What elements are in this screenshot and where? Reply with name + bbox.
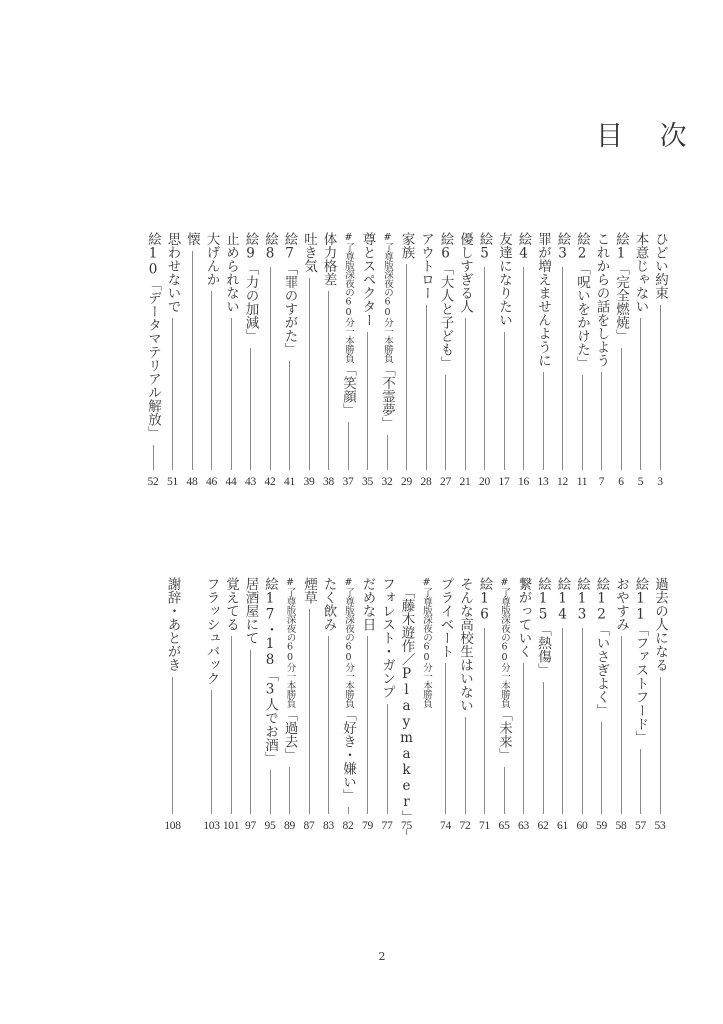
toc-entry-page: 11 xyxy=(576,476,588,488)
toc-entry[interactable] xyxy=(455,577,475,814)
toc-entry-page: 108 xyxy=(164,820,181,832)
leader-line xyxy=(270,770,271,814)
toc-entry-page: 6 xyxy=(618,476,624,488)
toc-entry[interactable] xyxy=(260,577,280,814)
leader-line xyxy=(640,749,641,814)
toc-entry-title xyxy=(611,232,631,343)
toc-entry-label: たく飲み xyxy=(320,577,337,631)
toc-entry-page: 87 xyxy=(303,820,315,832)
toc-entry-label: 「藤木遊作／Playmaker」 xyxy=(398,585,415,824)
toc-entry[interactable] xyxy=(202,232,222,470)
toc-entry-page: 3 xyxy=(657,476,663,488)
toc-entry-title xyxy=(358,577,378,631)
toc-entry-title xyxy=(163,232,183,313)
toc-entry-page: 59 xyxy=(596,820,607,832)
toc-entry-label: そんな高校生はいない xyxy=(457,577,473,712)
toc-entry-title xyxy=(553,577,573,623)
toc-entry-title xyxy=(455,577,475,712)
leader-line xyxy=(621,636,622,814)
toc-entry-title xyxy=(202,577,222,685)
toc-entry[interactable] xyxy=(631,577,651,814)
toc-entry-prefix: #了尊版深夜の60分一本勝負 xyxy=(382,232,393,363)
toc-entry-label: 覚えてる xyxy=(223,577,239,631)
toc-entry-label: アウトロー xyxy=(418,232,434,300)
toc-entry-label: 絵3 xyxy=(554,232,571,262)
toc-entry-page: 37 xyxy=(342,476,354,488)
toc-entry-label: 優しすぎる人 xyxy=(457,232,473,313)
toc-entry-page: 72 xyxy=(459,820,471,832)
toc-entry[interactable] xyxy=(280,577,300,814)
toc-entry[interactable] xyxy=(592,577,612,814)
toc-entry-label: フラッシュバック xyxy=(203,577,220,685)
leader-line xyxy=(387,704,388,815)
leader-line xyxy=(289,361,290,470)
toc-entry-title xyxy=(280,232,300,356)
leader-line xyxy=(543,372,544,470)
toc-entry[interactable] xyxy=(241,577,261,814)
leader-line xyxy=(309,278,310,471)
toc-entry-title xyxy=(533,232,553,367)
toc-entry-title xyxy=(455,232,475,313)
toc-entry-page: 57 xyxy=(635,820,646,832)
toc-entry-page: 29 xyxy=(401,476,412,488)
toc-entry-title xyxy=(494,577,514,762)
toc-entry-page: 42 xyxy=(264,476,276,488)
toc-entry-page: 27 xyxy=(440,476,451,488)
toc-entry-title xyxy=(475,577,495,623)
toc-entry-page: 41 xyxy=(284,476,295,488)
toc-entry-label: フォレスト・ガンプ xyxy=(379,577,395,699)
leader-line xyxy=(348,807,349,814)
toc-entry-title xyxy=(163,577,183,672)
toc-entry[interactable] xyxy=(455,232,475,470)
toc-entry-label: 謝辞・あとがき xyxy=(164,577,181,672)
toc-entry-label: 尊とスペクター xyxy=(359,232,376,327)
toc-entry-label: 絵5 xyxy=(476,232,493,262)
leader-line xyxy=(153,445,154,471)
toc-entry-label: 絵11「ファストフード」 xyxy=(632,577,649,744)
leader-line xyxy=(211,690,212,814)
leader-line xyxy=(289,767,290,815)
toc-entry-page: 71 xyxy=(479,820,490,832)
leader-line xyxy=(250,348,251,471)
leader-line xyxy=(328,636,329,814)
toc-entry[interactable] xyxy=(397,232,417,470)
toc-entry-label: 思わせないで xyxy=(164,232,181,313)
toc-entry-label: 「不霊夢」 xyxy=(379,362,395,430)
toc-entry-page: 77 xyxy=(381,820,393,832)
toc-entry-page: 103 xyxy=(203,820,220,832)
toc-entry[interactable] xyxy=(416,577,436,814)
toc-entry-label: 絵4 xyxy=(515,232,532,262)
toc-entry-label: 絵2「呪いをかけた」 xyxy=(574,232,590,370)
toc-entry[interactable] xyxy=(494,577,514,814)
toc-entry-page: 89 xyxy=(284,820,295,832)
toc-entry-page: 39 xyxy=(303,476,315,488)
leader-line xyxy=(406,829,407,835)
leader-line xyxy=(601,372,602,470)
page-number: 2 xyxy=(378,950,386,963)
toc-entry[interactable] xyxy=(553,577,573,814)
toc-entry-page: 82 xyxy=(342,820,354,832)
toc-entry[interactable] xyxy=(338,232,358,470)
toc-entry-title xyxy=(553,232,573,262)
toc-entry-prefix: #了尊版深夜の60分一本勝負 xyxy=(343,577,354,708)
toc-entry-page: 16 xyxy=(518,476,529,488)
toc-entry[interactable] xyxy=(553,232,573,470)
toc-entry[interactable] xyxy=(221,577,241,814)
toc-entry-page: 79 xyxy=(362,820,373,832)
toc-entry-page: 61 xyxy=(557,820,568,832)
toc-entry-title xyxy=(572,232,592,370)
toc-entry-page: 95 xyxy=(264,820,276,832)
toc-entry[interactable] xyxy=(572,232,592,470)
toc-entry-label: 絵6「大人と子ども」 xyxy=(437,232,454,370)
toc-entry[interactable] xyxy=(319,232,339,470)
toc-entry-page: 46 xyxy=(206,476,217,488)
toc-entry-page: 51 xyxy=(167,476,178,488)
toc-entry[interactable] xyxy=(436,232,456,470)
toc-entry-title xyxy=(475,232,495,262)
toc-entry-label: 「未来」 xyxy=(496,707,512,762)
leader-line xyxy=(211,291,212,470)
toc-entry-title xyxy=(397,232,417,259)
toc-entry-title xyxy=(631,232,651,313)
toc-entry-page: 52 xyxy=(147,476,159,488)
leader-line xyxy=(309,609,310,814)
leader-line xyxy=(231,636,232,814)
leader-line xyxy=(504,767,505,815)
toc-entry[interactable] xyxy=(572,577,592,814)
toc-entry[interactable] xyxy=(416,232,436,470)
leader-line xyxy=(250,650,251,815)
toc-entry-prefix: #了尊版深夜の60分一本勝負 xyxy=(421,577,432,708)
toc-entry-label: 絵7「罪のすがた」 xyxy=(281,232,298,356)
toc-entry-page: 83 xyxy=(323,820,334,832)
toc-entry-page: 74 xyxy=(440,820,451,832)
toc-entry-label: 「笑顔」 xyxy=(340,362,356,417)
toc-entry[interactable] xyxy=(533,232,553,470)
toc-entry[interactable] xyxy=(241,232,261,470)
toc-entry[interactable] xyxy=(338,577,358,814)
leader-line xyxy=(660,677,661,815)
toc-entry-page: 32 xyxy=(381,476,393,488)
toc-entry-label: 繋がっていく xyxy=(515,577,532,658)
toc-entry-title xyxy=(260,577,280,765)
toc-entry-page: 12 xyxy=(557,476,568,488)
toc-entry-label: 絵10「データマテリアル解放」 xyxy=(145,232,161,440)
toc-entry-title xyxy=(260,232,280,262)
toc-entry[interactable] xyxy=(377,232,397,470)
toc-entry[interactable] xyxy=(299,232,319,470)
leader-line xyxy=(523,267,524,471)
toc-entry-label: 「好き・嫌い」 xyxy=(340,707,356,802)
toc-entry-page: 60 xyxy=(576,820,588,832)
toc-entry[interactable] xyxy=(631,232,651,470)
toc-entry-label: 絵16 xyxy=(476,577,493,623)
toc-entry-label: 家族 xyxy=(398,232,415,259)
toc-entry-title xyxy=(299,577,319,604)
toc-entry-title xyxy=(436,577,456,658)
toc-entry-label: 絵12「いさぎよく」 xyxy=(593,577,610,717)
toc-entry-title xyxy=(299,232,319,273)
leader-line xyxy=(270,267,271,471)
toc-entry-label: 絵1「完全燃焼」 xyxy=(613,232,629,343)
toc-entry-page: 53 xyxy=(654,820,666,832)
leader-line xyxy=(192,251,193,471)
toc-entry-title xyxy=(533,577,553,677)
leader-line xyxy=(367,332,368,471)
toc-entry-label: 絵17・18「3人でお酒」 xyxy=(262,577,278,765)
leader-line xyxy=(426,305,427,471)
toc-entry-label: 過去の人になる xyxy=(652,577,668,672)
toc-entry-label: 友達になりたい xyxy=(496,232,512,327)
toc-entry-title xyxy=(650,232,670,300)
leader-line xyxy=(582,375,583,471)
toc-entry[interactable] xyxy=(650,577,670,814)
toc-entry-label: 吐き気 xyxy=(301,232,317,273)
toc-entry-title xyxy=(202,232,222,286)
toc-entry[interactable] xyxy=(202,577,222,814)
toc-entry-title xyxy=(319,232,339,286)
toc-entry[interactable] xyxy=(475,232,495,470)
toc-entry-page: 17 xyxy=(498,476,510,488)
leader-line xyxy=(523,663,524,814)
toc-entry-label: 煙草 xyxy=(301,577,317,604)
toc-entry[interactable] xyxy=(533,577,553,814)
toc-entry-page: 62 xyxy=(537,820,549,832)
leader-line xyxy=(601,722,602,814)
toc-entry-page: 48 xyxy=(186,476,198,488)
toc-entry-label: 絵13 xyxy=(574,577,590,623)
leader-line xyxy=(445,375,446,471)
toc-entry-title xyxy=(514,232,534,262)
toc-entry[interactable] xyxy=(358,577,378,814)
toc-entry-label: これからの話をしよう xyxy=(593,232,610,367)
toc-entry-page: 75 xyxy=(401,820,412,832)
toc-entry-label: 絵8 xyxy=(262,232,278,262)
leader-line xyxy=(484,267,485,471)
leader-line xyxy=(172,677,173,815)
toc-entry-title xyxy=(592,577,612,717)
leader-line xyxy=(231,318,232,470)
toc-entry-page: 43 xyxy=(245,476,256,488)
toc-entry-page: 13 xyxy=(537,476,549,488)
toc-entry-title xyxy=(221,577,241,631)
toc-entry-label: おやすみ xyxy=(613,577,629,631)
toc-entry-title xyxy=(221,232,241,313)
toc-entry-title xyxy=(436,232,456,370)
toc-entry-page: 63 xyxy=(518,820,529,832)
page-title: 目 次 xyxy=(596,121,701,152)
toc-entry[interactable] xyxy=(650,232,670,470)
toc-entry-label: 罪が増えませんように xyxy=(535,232,551,367)
toc-entry-title xyxy=(494,232,514,327)
leader-line xyxy=(504,332,505,471)
toc-entry-label: 絵9「力の加減」 xyxy=(242,232,259,343)
toc-entry-page: 21 xyxy=(459,476,471,488)
toc-entry-title xyxy=(143,232,163,440)
leader-line xyxy=(348,422,349,471)
toc-entry-title xyxy=(241,232,261,343)
toc-entry[interactable] xyxy=(319,577,339,814)
toc-entry-label: 体力格差 xyxy=(320,232,337,286)
toc-entry-label: 絵14 xyxy=(554,577,571,623)
toc-entry[interactable] xyxy=(358,232,378,470)
toc-entry-title xyxy=(358,232,378,327)
leader-line xyxy=(465,318,466,470)
leader-line xyxy=(640,318,641,470)
toc-entry-page: 7 xyxy=(598,476,605,488)
toc-entry-label: 「過去」 xyxy=(281,707,298,762)
toc-entry[interactable] xyxy=(143,232,163,470)
toc-entry[interactable] xyxy=(514,577,534,814)
toc-entry-label: 大げんか xyxy=(203,232,220,286)
toc-entry-title xyxy=(650,577,670,672)
toc-entry[interactable] xyxy=(514,232,534,470)
toc-entry[interactable] xyxy=(299,577,319,814)
toc-entry-title xyxy=(338,577,358,802)
toc-entry-label: 絵15「熱傷」 xyxy=(535,577,551,677)
toc-entry-page: 28 xyxy=(420,476,432,488)
leader-line xyxy=(660,305,661,471)
toc-entry-page: 20 xyxy=(479,476,490,488)
toc-entry-title xyxy=(280,577,300,762)
toc-entry-label: 本意じゃない xyxy=(632,232,649,313)
toc-entry-page: 38 xyxy=(323,476,334,488)
toc-entry-title xyxy=(377,232,397,430)
toc-entry-prefix: #了尊版深夜の60分一本勝負 xyxy=(284,577,296,708)
toc-entry-page: 5 xyxy=(637,476,644,488)
toc-entry[interactable] xyxy=(182,232,202,470)
toc-entry-label: 止められない xyxy=(223,232,239,313)
toc-entry-prefix: #了尊版深夜の60分一本勝負 xyxy=(499,577,510,708)
leader-line xyxy=(543,682,544,815)
toc-entry-page: 44 xyxy=(225,476,237,488)
toc-entry-title xyxy=(572,577,592,623)
toc-entry[interactable] xyxy=(163,232,183,470)
leader-line xyxy=(562,267,563,471)
toc-entry-page: 97 xyxy=(245,820,256,832)
leader-line xyxy=(465,717,466,814)
toc-entry[interactable] xyxy=(221,232,241,470)
toc-entry-title xyxy=(611,577,631,631)
leader-line xyxy=(387,435,388,470)
toc-entry-title xyxy=(592,232,612,367)
toc-entry-title xyxy=(514,577,534,658)
toc-entry[interactable] xyxy=(611,577,631,814)
leader-line xyxy=(367,636,368,814)
toc-entry-label: だめな日 xyxy=(359,577,376,631)
toc-entry[interactable] xyxy=(494,232,514,470)
toc-entry-title xyxy=(182,232,202,246)
leader-line xyxy=(445,663,446,814)
toc-entry[interactable] xyxy=(280,232,300,470)
toc-entry-page: 101 xyxy=(222,820,240,832)
toc-entry-label: ひどい約束 xyxy=(652,232,668,300)
toc-entry-title xyxy=(416,577,436,708)
toc-entry-label: プライベート xyxy=(437,577,454,658)
leader-line xyxy=(172,318,173,470)
toc-entry[interactable] xyxy=(592,232,612,470)
toc-entry-label: 居酒屋にて xyxy=(242,577,259,645)
toc-entry-page: 35 xyxy=(362,476,373,488)
toc-entry-title xyxy=(319,577,339,631)
leader-line xyxy=(406,264,407,470)
toc-entry[interactable] xyxy=(436,577,456,814)
leader-line xyxy=(582,628,583,815)
toc-entry-title xyxy=(241,577,261,645)
toc-entry-title xyxy=(416,232,436,300)
toc-entry[interactable] xyxy=(163,577,183,814)
toc-entry[interactable] xyxy=(377,577,397,814)
toc-entry-title xyxy=(377,577,397,699)
leader-line xyxy=(562,628,563,815)
toc-entry-page: 65 xyxy=(498,820,510,832)
toc-entry-page: 58 xyxy=(615,820,627,832)
toc-entry-title xyxy=(397,585,417,824)
toc-entry-label: 懐 xyxy=(184,232,200,246)
toc-entry[interactable] xyxy=(260,232,280,470)
leader-line xyxy=(621,348,622,471)
toc-entry[interactable] xyxy=(475,577,495,814)
toc-entry-title xyxy=(631,577,651,744)
toc-entry-prefix: #了尊版深夜の60分一本勝負 xyxy=(343,232,354,363)
leader-line xyxy=(484,628,485,815)
leader-line xyxy=(328,291,329,470)
toc-entry[interactable] xyxy=(611,232,631,470)
toc-entry[interactable] xyxy=(397,585,417,824)
toc-entry-title xyxy=(338,232,358,417)
